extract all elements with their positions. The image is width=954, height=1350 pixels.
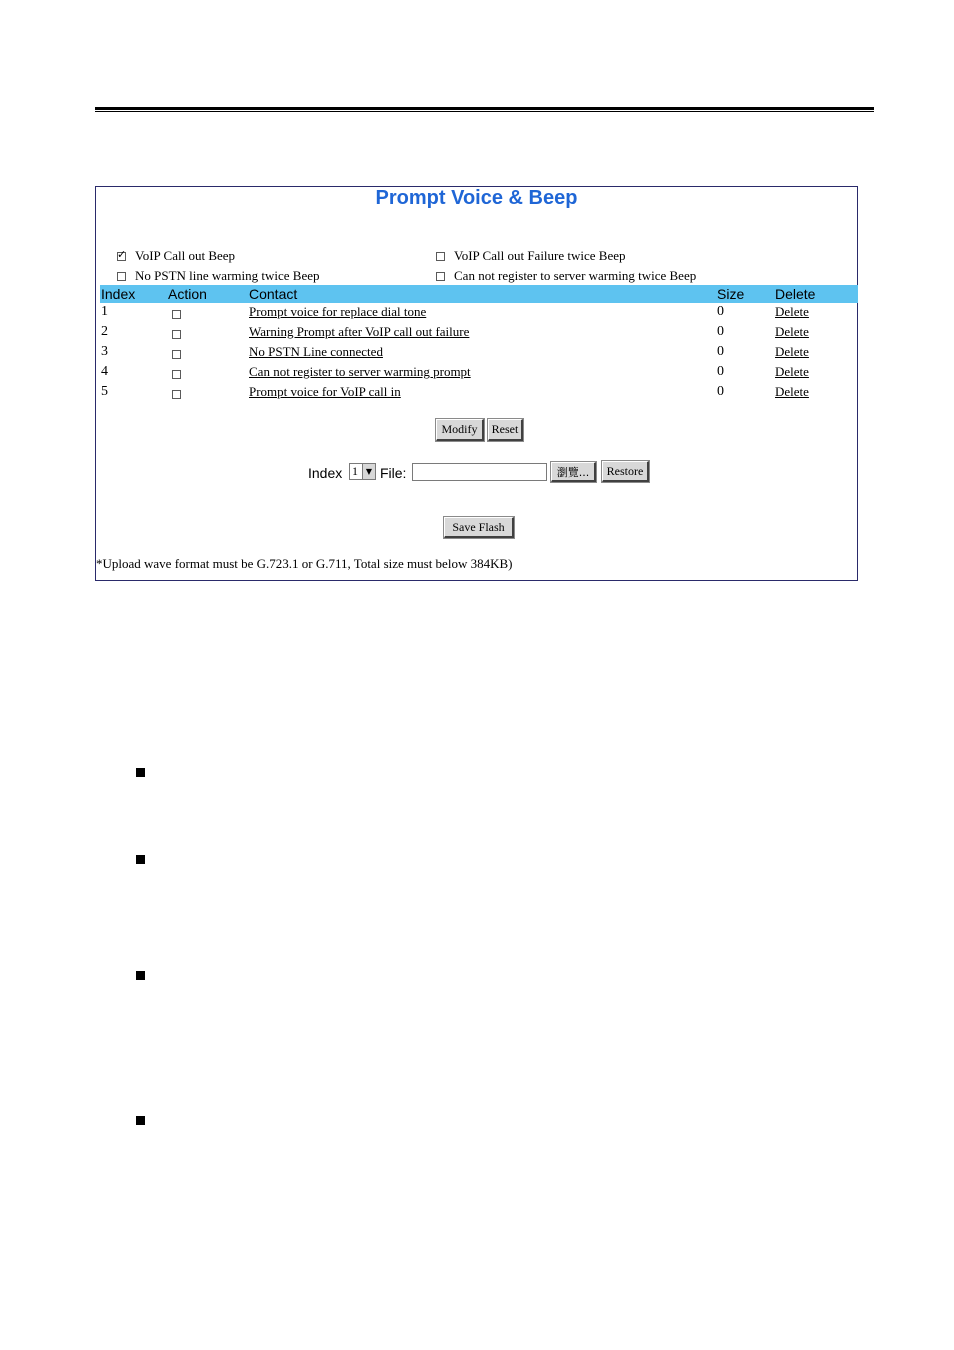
row-contact-link[interactable]: Prompt voice for VoIP call in — [249, 384, 401, 399]
option-register-failure-beep[interactable] — [436, 268, 696, 284]
table-row — [100, 364, 858, 384]
checkbox-voip-call-out-beep[interactable] — [117, 252, 126, 261]
row-delete-link[interactable]: Delete — [775, 304, 809, 319]
header-delete: Delete — [775, 286, 816, 302]
row-contact-link[interactable]: No PSTN Line connected — [249, 344, 383, 359]
bullet-icon — [136, 855, 145, 864]
reset-button[interactable]: Reset — [488, 419, 523, 441]
index-label: Index — [308, 465, 343, 481]
row-action-checkbox[interactable] — [172, 370, 181, 379]
row-index: 4 — [101, 364, 108, 379]
row-size: 0 — [717, 324, 724, 339]
row-contact-link[interactable]: Can not register to server warming prompt — [249, 364, 471, 379]
row-index: 5 — [101, 384, 108, 399]
top-rule — [95, 107, 874, 110]
row-action-checkbox[interactable] — [172, 310, 181, 319]
bullet-icon — [136, 971, 145, 980]
table-row — [100, 344, 858, 364]
option-voip-call-out-beep[interactable] — [117, 248, 235, 264]
table-header — [100, 285, 858, 303]
save-flash-button[interactable]: Save Flash — [444, 517, 514, 538]
prompt-voice-panel — [95, 186, 858, 581]
row-index: 3 — [101, 344, 108, 359]
row-index: 1 — [101, 304, 108, 319]
row-delete-link[interactable]: Delete — [775, 364, 809, 379]
option-label: VoIP Call out Failure twice Beep — [454, 248, 626, 263]
row-index: 2 — [101, 324, 108, 339]
row-size: 0 — [717, 384, 724, 399]
header-contact: Contact — [249, 286, 298, 302]
header-action: Action — [168, 286, 207, 302]
row-delete-link[interactable]: Delete — [775, 324, 809, 339]
table-row — [100, 384, 858, 404]
checkbox-register-failure-beep[interactable] — [436, 272, 445, 281]
option-no-pstn-line-beep[interactable] — [117, 268, 320, 284]
row-delete-link[interactable]: Delete — [775, 384, 809, 399]
bullet-icon — [136, 1116, 145, 1125]
row-contact-link[interactable]: Prompt voice for replace dial tone — [249, 304, 427, 319]
panel-title: Prompt Voice & Beep — [375, 187, 578, 209]
row-size: 0 — [717, 364, 724, 379]
modify-button[interactable]: Modify — [436, 419, 484, 441]
row-size: 0 — [717, 344, 724, 359]
index-select-value: 1 — [352, 464, 358, 478]
table-row — [100, 304, 858, 324]
upload-format-note: *Upload wave format must be G.723.1 or G.711, Total size must below 384KB) — [96, 556, 513, 571]
chevron-down-icon[interactable]: ▼ — [362, 464, 375, 479]
restore-button[interactable]: Restore — [602, 461, 649, 482]
index-select[interactable] — [349, 463, 376, 480]
checkbox-no-pstn-line-beep[interactable] — [117, 272, 126, 281]
header-size: Size — [717, 286, 745, 302]
header-index: Index — [101, 286, 136, 302]
option-label: Can not register to server warming twice Beep — [454, 268, 697, 283]
option-label: No PSTN line warming twice Beep — [135, 268, 320, 283]
file-input[interactable] — [412, 463, 547, 481]
bullet-icon — [136, 768, 145, 777]
row-action-checkbox[interactable] — [172, 330, 181, 339]
top-rule-thin — [95, 111, 874, 112]
option-label: VoIP Call out Beep — [135, 248, 236, 263]
row-delete-link[interactable]: Delete — [775, 344, 809, 359]
row-action-checkbox[interactable] — [172, 350, 181, 359]
table-row — [100, 324, 858, 344]
row-action-checkbox[interactable] — [172, 390, 181, 399]
row-size: 0 — [717, 304, 724, 319]
file-label: File: — [380, 465, 407, 481]
browse-button[interactable]: 瀏覽... — [551, 462, 596, 482]
option-voip-call-out-failure-beep[interactable] — [436, 248, 626, 264]
row-contact-link[interactable]: Warning Prompt after VoIP call out failure — [249, 324, 470, 339]
checkbox-voip-call-out-failure-beep[interactable] — [436, 252, 445, 261]
